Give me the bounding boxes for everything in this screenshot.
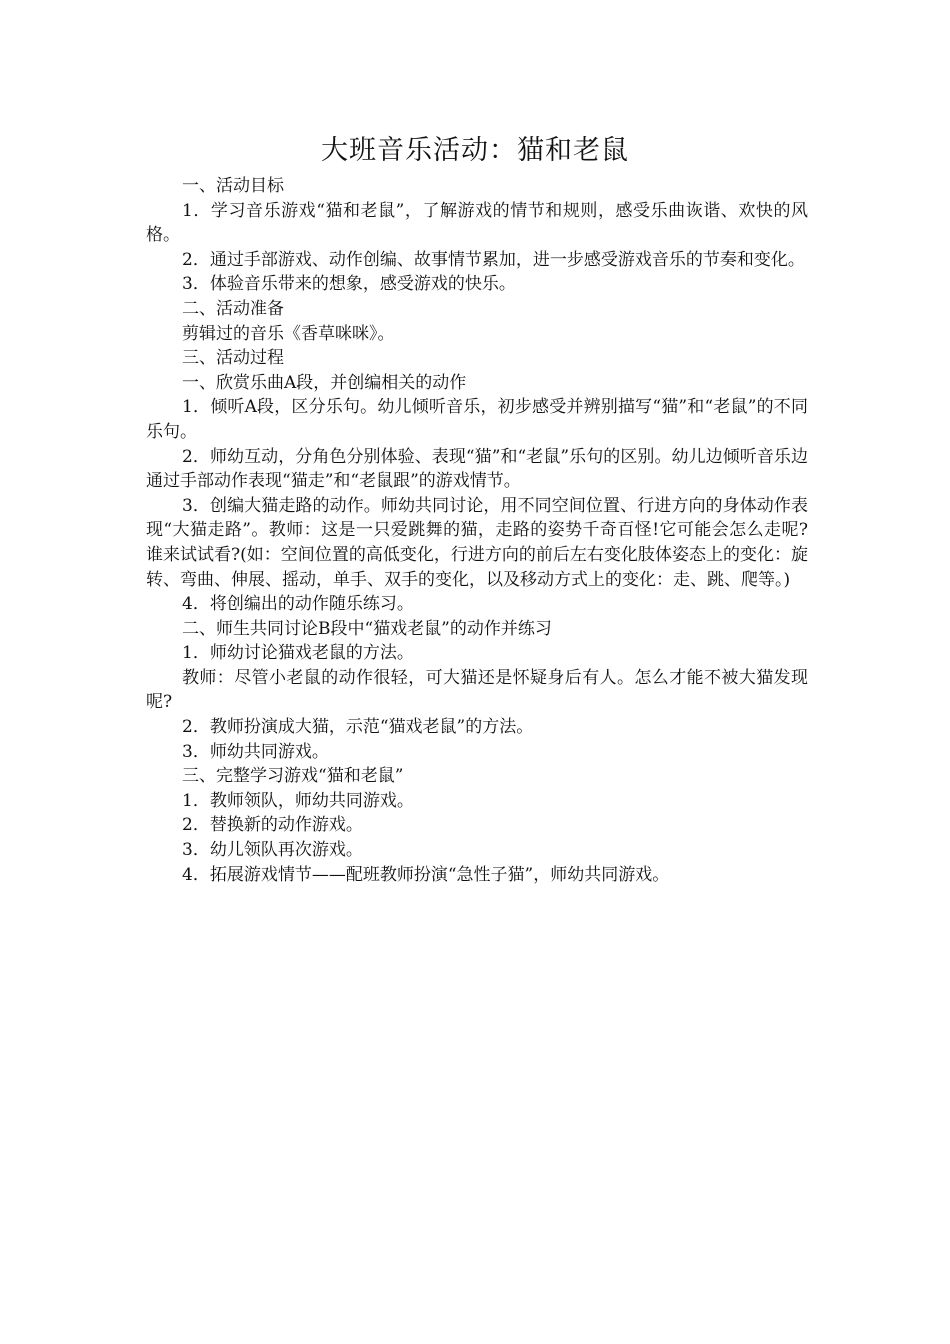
process-c-item-3: 3．幼儿领队再次游戏。 — [182, 840, 363, 861]
process-a-item-1: 1．倾听A段，区分乐句。幼儿倾听音乐，初步感受并辨别描写“猫”和“老鼠”的不同乐句。 — [146, 397, 808, 442]
document-body — [146, 174, 808, 887]
section-heading-goals: 一、活动目标 — [182, 176, 284, 196]
preparation-text: 剪辑过的音乐《香草咪咪》。 — [182, 323, 395, 344]
document-title: 大班音乐活动：猫和老鼠 — [321, 135, 629, 166]
goal-item-2: 2．通过手部游戏、动作创编、故事情节累加，进一步感受游戏音乐的节奏和变化。 — [182, 249, 805, 270]
subsection-heading-c: 三、完整学习游戏“猫和老鼠” — [182, 766, 404, 787]
process-b-teacher-quote: 教师：尽管小老鼠的动作很轻，可大猫还是怀疑身后有人。怎么才能不被大猫发现呢? — [146, 667, 808, 713]
section-heading-preparation: 二、活动准备 — [182, 298, 284, 319]
process-a-item-2: 2．师幼互动，分角色分别体验、表现“猫”和“老鼠”乐句的区别。幼儿边倾听音乐边通过手部动作表现“猫走”和“老鼠跟”的游戏情节。 — [146, 446, 808, 492]
section-heading-process: 三、活动过程 — [182, 348, 284, 369]
process-c-item-1: 1．教师领队，师幼共同游戏。 — [182, 790, 414, 811]
process-a-item-4: 4．将创编出的动作随乐练习。 — [182, 594, 414, 615]
process-b-item-2: 2．教师扮演成大猫，示范“猫戏老鼠”的方法。 — [182, 717, 534, 738]
process-b-item-1: 1．师幼讨论猫戏老鼠的方法。 — [182, 643, 414, 664]
goal-item-3: 3．体验音乐带来的想象，感受游戏的快乐。 — [182, 274, 516, 295]
process-c-item-2: 2．替换新的动作游戏。 — [182, 815, 363, 836]
subsection-heading-a: 一、欣赏乐曲A段，并创编相关的动作 — [182, 372, 467, 393]
subsection-heading-b: 二、师生共同讨论B段中“猫戏老鼠”的动作并练习 — [182, 618, 552, 639]
process-a-item-3: 3．创编大猫走路的动作。师幼共同讨论，用不同空间位置、行进方向的身体动作表现“大猫走路”。教师：这是一只爱跳舞的猫，走路的姿势千奇百怪!它可能会怎么走呢?谁来试试看?(如：空间位置的高低变化，行进方向的前后左右变化肢体姿态上的变化：旋转、弯曲、伸展、摇动，单手、双手的变化，以及移动方式上的变化：走、跳、爬等。) — [146, 495, 808, 590]
process-c-item-4: 4．拓展游戏情节——配班教师扮演“急性子猫”，师幼共同游戏。 — [182, 864, 670, 885]
goal-item-1: 1．学习音乐游戏“猫和老鼠”，了解游戏的情节和规则，感受乐曲诙谐、欢快的风格。 — [146, 200, 808, 246]
process-b-item-3: 3．师幼共同游戏。 — [182, 741, 329, 762]
